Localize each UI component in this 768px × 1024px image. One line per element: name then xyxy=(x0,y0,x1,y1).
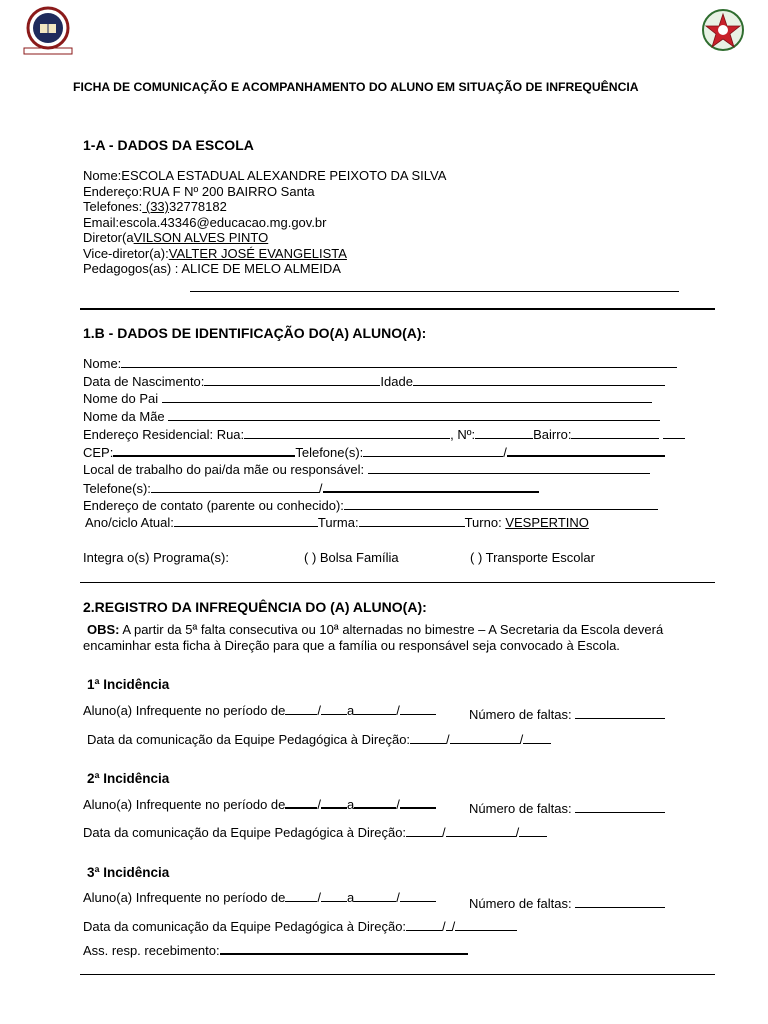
school-director-line: Diretor(aVILSON ALVES PINTO xyxy=(83,230,269,245)
incidence-1-title: 1ª Incidência xyxy=(87,677,170,692)
school-address: RUA F Nº 200 BAIRRO Santa xyxy=(142,184,315,199)
school-phone: 32778182 xyxy=(169,199,227,214)
section-divider xyxy=(80,974,715,975)
incidence-3-absences-field[interactable]: Número de faltas: xyxy=(469,896,665,912)
divider xyxy=(190,291,679,292)
section-divider xyxy=(80,582,715,583)
document-title: FICHA DE COMUNICAÇÃO E ACOMPANHAMENTO DO ALUNO EM SITUAÇÃO DE INFREQUÊNCIA xyxy=(73,80,639,94)
school-data-heading: 1-A - DADOS DA ESCOLA xyxy=(83,137,254,153)
incidence-2-absences-field[interactable]: Número de faltas: xyxy=(469,801,665,817)
student-name-field[interactable]: Nome: xyxy=(83,356,677,372)
year-class-shift-field[interactable]: Ano/ciclo Atual: Turma: Turno: VESPERTINO xyxy=(85,515,589,530)
incidence-1-absences-field[interactable]: Número de faltas: xyxy=(469,707,665,723)
incidence-3-communication-field[interactable]: Data da comunicação da Equipe Pedagógica à Direção: / / xyxy=(83,919,517,935)
school-address-line: Endereço:RUA F Nº 200 BAIRRO Santa xyxy=(83,184,315,199)
cep-phone-field[interactable]: CEP: Telefone(s): / xyxy=(83,444,665,461)
pedagogue-name: ALICE DE MELO ALMEIDA xyxy=(181,261,341,276)
school-name-line: Nome:ESCOLA ESTADUAL ALEXANDRE PEIXOTO DA SILVA xyxy=(83,168,447,183)
incidence-2-period-field[interactable]: Aluno(a) Infrequente no período de / a / xyxy=(83,796,436,813)
section-divider xyxy=(80,308,715,310)
school-pedagogue-line: Pedagogos(as) : ALICE DE MELO ALMEIDA xyxy=(83,261,341,276)
program-bolsa-familia-checkbox[interactable]: ( ) Bolsa Família xyxy=(304,550,399,565)
residential-address-field[interactable]: Endereço Residencial: Rua: , Nº: Bairro: xyxy=(83,427,685,443)
incidence-1-period-field[interactable]: Aluno(a) Infrequente no período de / a / xyxy=(83,703,436,719)
contact-address-field[interactable]: Endereço de contato (parente ou conhecido): xyxy=(83,498,658,514)
program-transporte-escolar-checkbox[interactable]: ( ) Transporte Escolar xyxy=(470,550,595,565)
mother-name-field[interactable]: Nome da Mãe xyxy=(83,409,660,425)
phones-field[interactable]: Telefone(s): / xyxy=(83,480,539,497)
school-logo xyxy=(22,6,74,56)
shift-value: VESPERTINO xyxy=(505,515,589,530)
incidence-1-communication-field[interactable]: Data da comunicação da Equipe Pedagógica à Direção: / / xyxy=(87,732,551,748)
obs-line-2: encaminhar esta ficha à Direção para que a família ou responsável seja convocado à Escola. xyxy=(83,638,620,653)
student-birth-age-field[interactable]: Data de Nascimento: Idade xyxy=(83,374,665,390)
incidence-2-communication-field[interactable]: Data da comunicação da Equipe Pedagógica à Direção: / / xyxy=(83,825,547,841)
student-data-heading: 1.B - DADOS DE IDENTIFICAÇÃO DO(A) ALUNO(A): xyxy=(83,325,427,341)
school-phone-line: Telefones: (33)32778182 xyxy=(83,199,227,214)
incidence-3-period-field[interactable]: Aluno(a) Infrequente no período de / a / xyxy=(83,890,436,906)
programs-label: Integra o(s) Programa(s): xyxy=(83,550,229,565)
director-name: VILSON ALVES PINTO xyxy=(133,230,269,245)
registry-heading: 2.REGISTRO DA INFREQUÊNCIA DO (A) ALUNO(A): xyxy=(83,599,427,615)
father-name-field[interactable]: Nome do Pai xyxy=(83,391,652,407)
vice-director-name: VALTER JOSÉ EVANGELISTA xyxy=(168,246,347,261)
state-coat-of-arms xyxy=(697,6,749,56)
incidence-2-title: 2ª Incidência xyxy=(87,771,170,786)
school-vice-director-line: Vice-diretor(a):VALTER JOSÉ EVANGELISTA xyxy=(83,246,347,261)
obs-line-1: OBS: A partir da 5ª falta consecutiva ou 10ª alternadas no bimestre – A Secretaria da Escola deverá xyxy=(87,622,664,637)
parent-workplace-field[interactable]: Local de trabalho do pai/da mãe ou responsável: xyxy=(83,462,650,478)
school-name: ESCOLA ESTADUAL ALEXANDRE PEIXOTO DA SILVA xyxy=(121,168,447,183)
incidence-3-title: 3ª Incidência xyxy=(87,865,170,880)
school-email-line: Email:escola.43346@educacao.mg.gov.br xyxy=(83,215,327,230)
receipt-signature-field[interactable]: Ass. resp. recebimento: xyxy=(83,942,468,959)
